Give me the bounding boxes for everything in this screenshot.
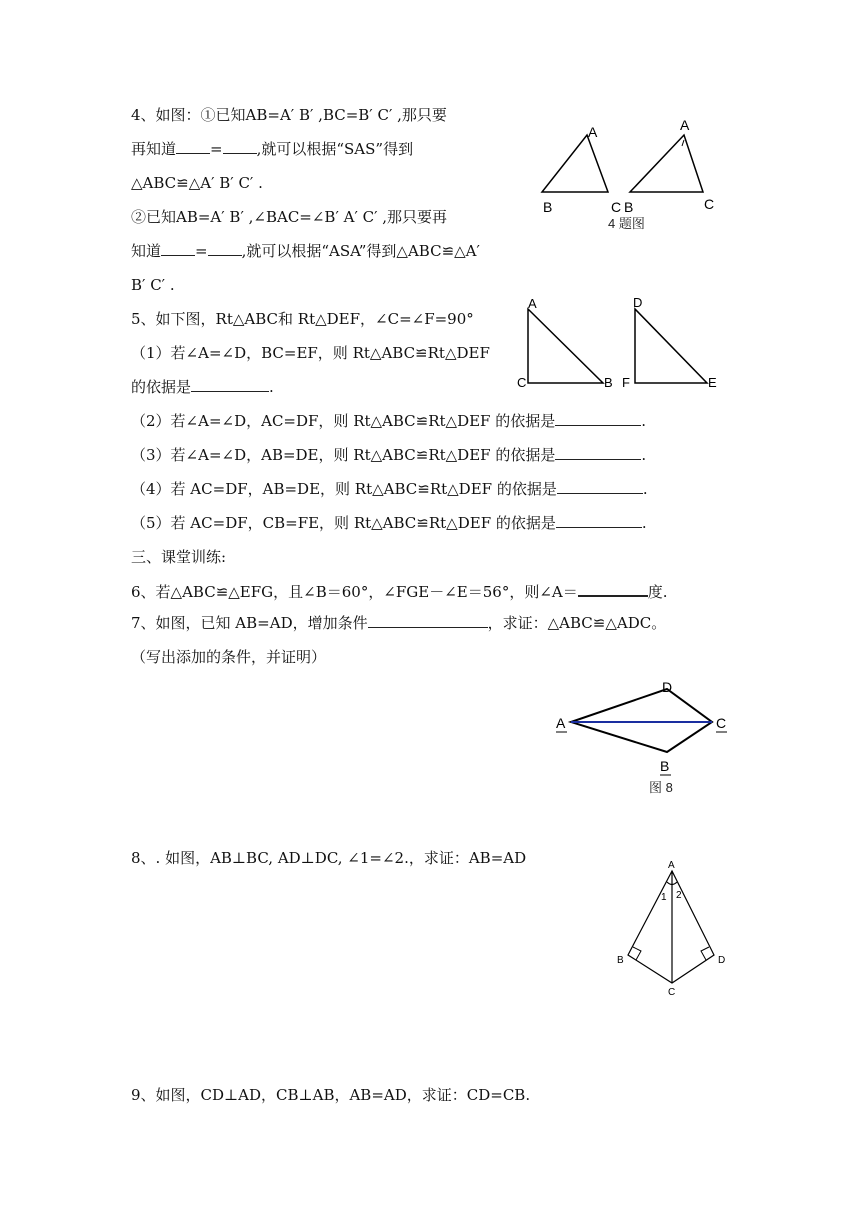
section-heading: 三、课堂训练: — [131, 548, 227, 566]
q6-line: 6、若△ABC≌△EFG，且∠B＝60°，∠FGE－∠E＝56°，则∠A＝ 度. — [131, 583, 668, 601]
quadrilateral-abcd — [571, 689, 712, 752]
q5-label-f: F — [622, 375, 630, 390]
triangle-def-right — [635, 309, 707, 383]
q5-label-d: D — [633, 295, 643, 310]
q4-line3: △ABC≌△A′ B′ C′ . — [131, 174, 263, 192]
q4-figure-caption: 4 题图 — [608, 216, 645, 231]
triangle-a-prime-b-prime-c-prime — [630, 135, 703, 192]
q5-line2: （1）若∠A=∠D，BC=EF，则 Rt△ABC≌Rt△DEF — [131, 344, 490, 362]
q5-line7: （5）若 AC=DF，CB=FE，则 Rt△ABC≌Rt△DEF 的依据是 . — [131, 514, 647, 532]
q4-label-a2: A — [680, 117, 690, 133]
q5-label-b: B — [604, 375, 613, 390]
q4-label-b2: B — [624, 199, 634, 215]
q8-line1: 8、. 如图，AB⊥BC, AD⊥DC, ∠1=∠2.，求证：AB=AD — [131, 849, 527, 867]
q7-label-c: C — [716, 715, 727, 731]
q8-label-a: A — [668, 860, 675, 871]
q4-label-c2: C — [704, 196, 715, 212]
q7-label-a: A — [556, 715, 566, 731]
q5-figure — [528, 309, 707, 383]
triangle-abc-right — [528, 309, 603, 383]
q7-figure — [571, 689, 712, 752]
q8-figure — [628, 871, 714, 983]
q4-label-a1: A — [588, 124, 598, 140]
prime-tick — [682, 140, 684, 146]
q4-label-c1: C — [611, 199, 622, 215]
q5-label-c: C — [517, 375, 527, 390]
q4-line1: 4、如图：①已知AB=A′ B′ ,BC=B′ C′ ,那只要 — [131, 106, 447, 124]
q5-line1: 5、如下图，Rt△ABC和 Rt△DEF，∠C=∠F=90° — [131, 310, 474, 328]
q8-angle-1: 1 — [661, 892, 667, 903]
q5-line6: （4）若 AC=DF，AB=DE，则 Rt△ABC≌Rt△DEF 的依据是 . — [131, 480, 648, 498]
q4-line6: B′ C′ . — [131, 276, 175, 294]
q7-figure-caption: 图 8 — [649, 780, 673, 795]
q4-line2: 再知道 = ,就可以根据“SAS”得到 — [131, 140, 414, 158]
q4-figure — [542, 135, 703, 192]
kite-abcd — [628, 871, 714, 983]
q5-line3: 的依据是 . — [131, 378, 274, 396]
q8-label-c: C — [668, 987, 676, 998]
q4-line5: 知道 = ,就可以根据“ASA”得到△ABC≌△A′ — [131, 242, 480, 260]
q7-line1: 7、如图，已知 AB=AD，增加条件 ，求证：△ABC≌△ADC。 — [131, 614, 667, 632]
right-angle-b — [633, 947, 641, 960]
q5-label-a: A — [528, 296, 537, 311]
q9-line1: 9、如图，CD⊥AD，CB⊥AB，AB=AD，求证：CD=CB. — [131, 1086, 531, 1104]
q4-line4: ②已知AB=A′ B′ ,∠BAC=∠B′ A′ C′ ,那只要再 — [131, 208, 448, 226]
q7-line2: （写出添加的条件，并证明） — [131, 648, 327, 666]
right-angle-d — [701, 947, 709, 960]
q8-label-b: B — [617, 955, 624, 966]
q5-line4: （2）若∠A=∠D，AC=DF，则 Rt△ABC≌Rt△DEF 的依据是 . — [131, 412, 647, 430]
q5-line5: （3）若∠A=∠D，AB=DE，则 Rt△ABC≌Rt△DEF 的依据是 . — [131, 446, 647, 464]
q7-label-d: D — [662, 679, 673, 695]
q8-angle-2: 2 — [676, 890, 682, 901]
q8-label-d: D — [718, 955, 726, 966]
q7-label-b: B — [660, 758, 670, 774]
triangle-abc — [542, 135, 608, 192]
q5-label-e: E — [708, 375, 717, 390]
q4-label-b1: B — [543, 199, 553, 215]
